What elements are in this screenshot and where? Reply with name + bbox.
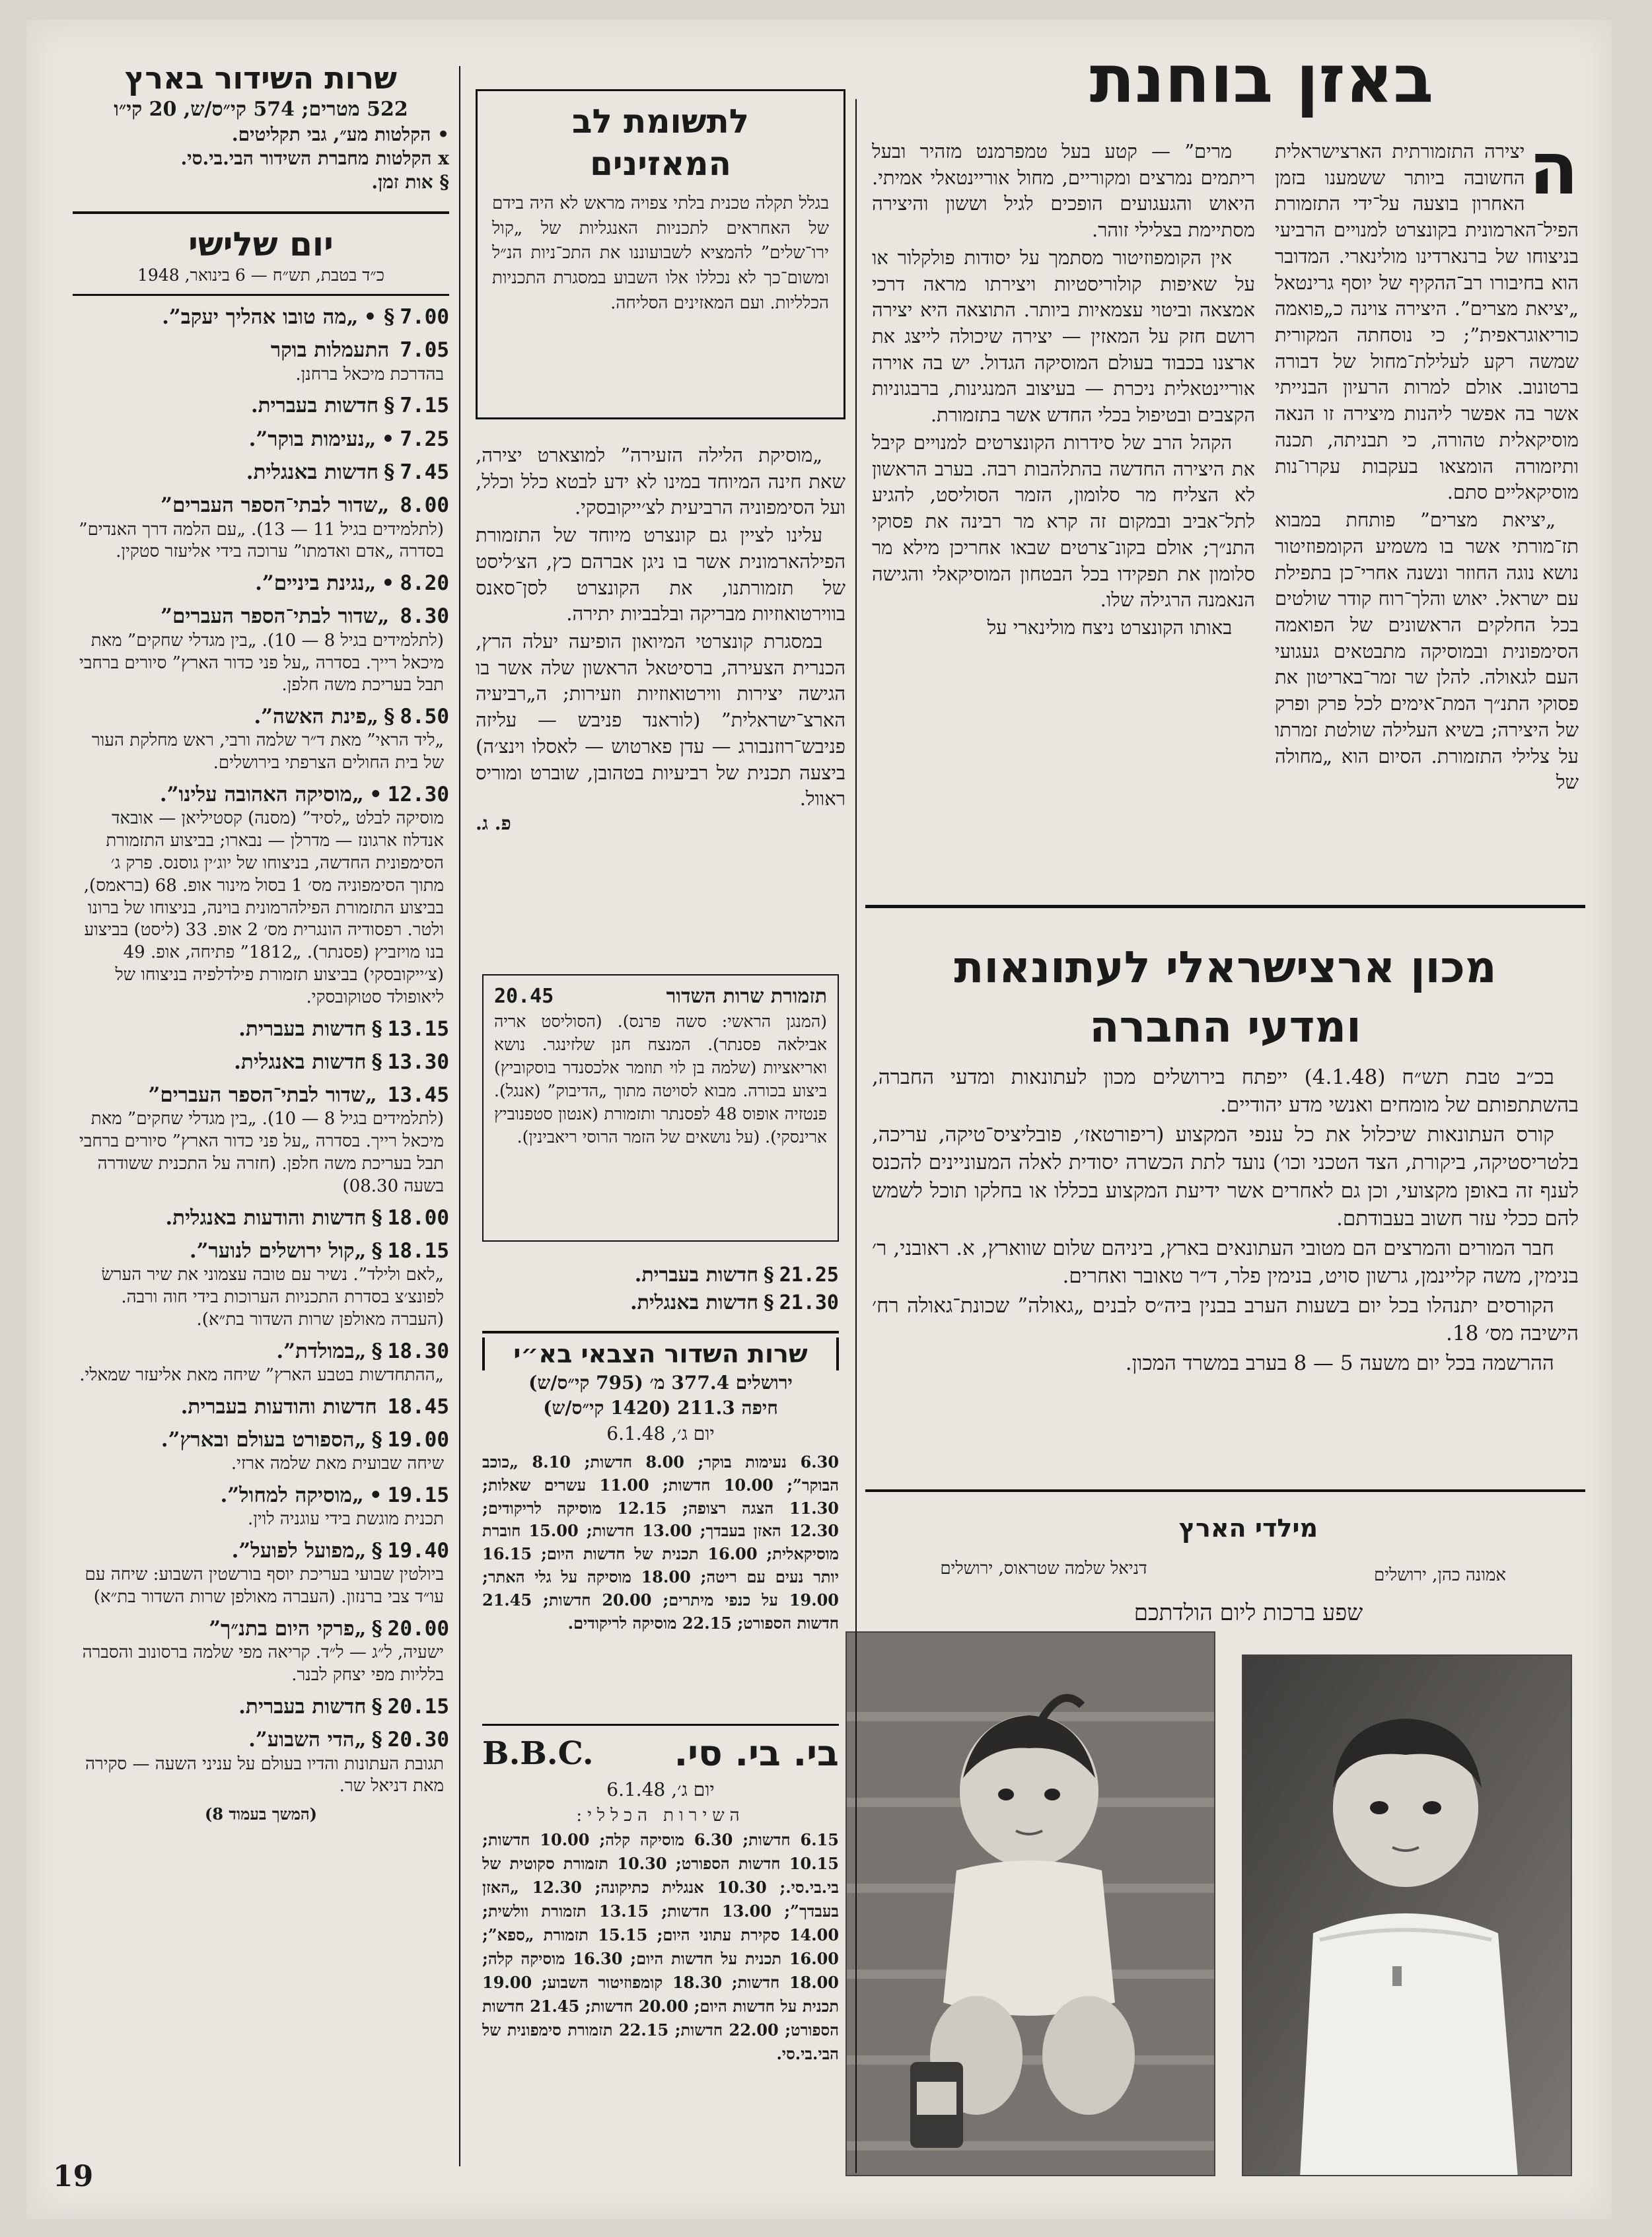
news-item <box>482 1261 839 1289</box>
schedule-title: „נגינת ביניים”. <box>255 571 377 596</box>
schedule-item <box>73 1205 449 1231</box>
schedule-title: חדשות באנגלית. <box>246 460 379 484</box>
bbc-service: השירות הכללי: <box>576 1806 745 1826</box>
orchestra-title: תזמורת שרות השדור <box>666 985 827 1008</box>
child-photo-left <box>845 1631 1215 2176</box>
army-date: יום ג׳, 6.1.48 <box>606 1423 715 1444</box>
institute-paragraph: ההרשמה בכל יום משעה 5 — 8 בערב במשרד המכון. <box>1125 1351 1554 1375</box>
news-after-list <box>482 1261 839 1321</box>
magazine-page <box>26 20 1612 2219</box>
army-title: שרות השדור הצבאי בא״י <box>482 1337 839 1370</box>
children-right-caption: אמונה כהן, ירושלים <box>1373 1565 1506 1585</box>
schedule-time: 12.30 <box>387 783 449 807</box>
main-article-paragraph: „יציאת מצרים” פותחת במבוא תז־מורתי אשר בו משמיע הקומפוזיטור נושא נוגה החוזר ונשנה אחרי־כן בתפילת עם ישראל. יאוש והלך־רוח קודר שולטים בכל החלקים הראשונים של הפואמה הסימפונית ובמוסיקה מתבטאים געגועי העם לגאולה. להלן שר זמר־באריטון את פסוקי התנ״ך המת־אימים לכל פרק ופרק של היצירה; בשיא העלילה שולטת זמרתו על צלילי התזמורת. הסיום הוא „מחולה של <box>1275 509 1579 794</box>
schedule-title: „מה טובו אהליך יעקב”. <box>162 305 359 329</box>
orchestra-box <box>482 974 839 1242</box>
schedule-title: חדשות באנגלית. <box>234 1049 367 1074</box>
broadcast-service-title: שרות השידור בארץ <box>124 60 398 96</box>
schedule-time: 8.00 <box>400 493 449 518</box>
schedule-time: 13.45 <box>387 1083 449 1108</box>
schedule-item <box>73 1693 449 1720</box>
schedule-time: 7.45 <box>400 460 449 484</box>
schedule-time: 8.50 <box>400 705 449 729</box>
schedule-title: חדשות בעברית. <box>238 1016 367 1041</box>
schedule-title: חדשות והודעות באנגלית. <box>165 1205 367 1230</box>
schedule-title: „שדור לבתי־הספר העברים” <box>161 604 390 629</box>
bbc-rule <box>482 1724 839 1726</box>
child-photo-right-image <box>1242 1656 1571 2176</box>
institute-body <box>872 1063 1579 1473</box>
schedule-time: 13.15 <box>387 1016 449 1041</box>
broadcast-service-line4: § אות זמן. <box>371 171 449 193</box>
schedule-item <box>73 304 449 330</box>
schedule-title: „נעימות בוקר”. <box>248 427 377 451</box>
schedule-time: 7.25 <box>400 427 449 451</box>
schedule-item <box>73 1538 449 1609</box>
army-section <box>482 1337 839 1721</box>
schedule-mark: § <box>371 1694 382 1719</box>
child-photo-right <box>1242 1654 1572 2176</box>
schedule-time: 20.30 <box>387 1728 449 1752</box>
schedule-description: שיחה שבועית מאת שלמה ארזי. <box>231 1454 444 1474</box>
schedule-mark: • <box>369 1483 382 1508</box>
main-article-col3 <box>476 443 845 931</box>
main-article-paragraph: הקהל הרב של סידרות הקונצרטים למנויים קיבל את היצירה החדשה בהתלהבות רבה. בערב הראשון לא הצליח מר סלומון, הזמר הסוליסט, להגיע לתל־אביב ובמקום זה קרא מר רבינה את פסוקי התנ״ך; אולם בקונ־צרטים שבאו אחריכן מילא מר סלומון את תפקידו בכל הבטחון המוסיקאלי והגישה הנאמנה הרגילה שלו. <box>872 431 1255 612</box>
schedule-item <box>73 1338 449 1387</box>
schedule-item <box>73 1394 449 1420</box>
main-article-paragraph: באותו הקונצרט ניצח מולינארי על <box>987 616 1233 639</box>
schedule-time: 7.05 <box>400 338 449 363</box>
continued-note: (המשך בעמוד 8) <box>205 1804 317 1824</box>
news-mark: § <box>763 1291 774 1314</box>
header-rule <box>73 211 449 214</box>
schedule-title: חדשות והודעות בעברית. <box>180 1394 377 1419</box>
news-mark: § <box>763 1263 774 1287</box>
schedule-mark: § <box>371 1539 382 1563</box>
schedule-item <box>73 459 449 485</box>
schedule-time: 18.45 <box>387 1394 449 1419</box>
schedule-title: „מוסיקה האהובה עלינו”. <box>159 783 364 807</box>
main-article-paragraph: „מוסיקת הלילה הזעירה” למוצארט יצירה, שאת חינה המיוחד במינו לא ידע לבטא כלל וכלל, ועל הסימפוניה הרביעית לצ׳ייקובסקי. <box>476 444 845 519</box>
main-article-paragraph: ה יצירה התזמורתית הארצישראלית החשובה ביותר ששמענו בזמן האחרון בוצעה על־ידי התזמורת הפיל־הארמונית בקונצרט למנויים הרביעי בניצוחו של ברנארדינו מולינארי. המדובר הוא בחיבורו רב־ההקיף של יוסף גרינטאל „יציאת מצרים”. היצירה צוינה כ„פואמה כוריאוגראפית”; כי נוסחתה המקורית שמשה רקע לעלילת־מחול של דבורה ברטונוב. אולם למרות הרעיון הבנייתי אשר בה אפשר ליהנות מיצירה זו הנאה מוסיקאלית טהורה, כי תבניתה, תכנה ותיזמורה הומצאו בעקבות עקרו־נות מוסיקאליים סתם. <box>1275 139 1579 504</box>
schedule-mark: § <box>371 1728 382 1752</box>
orchestra-text: (המנגן הראשי: סשה פרנס). (הסוליסט אריה אבילאה פסנתר). המנצח חנן שלזינגר. נושא ואריאציות (שלמה בן לוי תוזמר אלכסנדר בוסקוביץ) ביצוע בכורה. מבוא לסויטה מתוך „הדיבוק” (אנגל). פנטזיה אופוס 48 לפסנתר ותזמורת (אנטון סטפנוביץ ארינסקי). (על נושאים של הזמר הרוסי ריאבינין). <box>494 1012 827 1147</box>
bbc-title-latin: B.B.C. <box>482 1735 594 1772</box>
institute-title-line2: ומדעי החברה <box>1089 1001 1361 1052</box>
bbc-date: יום ג׳, 6.1.48 <box>606 1779 715 1800</box>
schedule-title: „פרקי היום בתנ״ך” <box>209 1617 367 1641</box>
institute-paragraph: הקורסים יתנהלו בכל יום בשעות הערב בבנין ביה״ס לבנים „גאולה” שכונת־גאולה רח׳ הישיבה מס׳ 18. <box>872 1293 1579 1346</box>
schedule-description: „ליד הראי” מאת ד״ר שלמה ורבי, ראש מחלקת העור של בית החולים הצרפתי בירושלים. <box>91 730 444 773</box>
schedule-title: התעמלות בוקר <box>270 338 390 363</box>
broadcast-header <box>73 59 449 211</box>
schedule-title: „הספורט בעולם ובארץ”. <box>161 1427 367 1452</box>
main-article-paragraph: אין הקומפוזיטור מסתמך על יסודות פולקלור או על שאיפות קולוריסטיות ויצירתו מראה דרכי אמצאה וביטוי עצמאיות ביותר. התוצאה היא יצירה רושם חזק על המאזין — יצירה שיכולה לייצג את ארצנו בכבוד בעולם המוסיקה הגדול. יש בה אוירה אוריינטאלית ניכרת — בעיצוב המנגינות, ברבגוניות הקצבים ובטיפול בכלי החדש אשר בתזמורת. <box>872 246 1255 427</box>
main-article-signature: פ. ג. <box>476 812 511 835</box>
news-title: חדשות בעברית. <box>634 1263 758 1287</box>
schedule-description: „לאם ולילד”. נשיר עם טובה עצמוני את שיר הערשׂ לפונצ׳צ בסדרת התכניות הערוכות בידי חוה ורבה. (העברה מאולפן שרות השדור בת״א). <box>101 1265 444 1330</box>
schedule-description: בהדרכת מיכאל ברחנן. <box>295 364 444 384</box>
schedule-item <box>73 1082 449 1197</box>
schedule-title: חדשות בעברית. <box>238 1694 367 1719</box>
children-greeting: שפע ברכות ליום הולדתכם <box>1133 1600 1363 1626</box>
schedule-title: „שדור לבתי־הספר העברים” <box>161 493 390 518</box>
schedule-mark: § <box>371 1238 382 1263</box>
section-rule <box>865 1489 1585 1492</box>
tuesday-heading: יום שלישי <box>188 225 334 264</box>
schedule-time: 7.00 <box>400 305 449 329</box>
schedule-mark: § <box>384 460 395 484</box>
notice-text: בגלל תקלה טכנית בלתי צפויה מראש לא היה בידם של האחראים לתכניות האנגליות של „קול ירו־שלים” להמציא לשבועוננו את התכ־ניות הנ״ל ומשום־כך לא נכללו אלו השבוע במסגרת התכניות הכלליות. ועם המאזינים הסליחה. <box>492 194 829 313</box>
schedule-item <box>73 392 449 419</box>
schedule-mark: § <box>371 1205 382 1230</box>
schedule-item <box>73 492 449 563</box>
schedule-title: חדשות בעברית. <box>250 394 379 418</box>
schedule-item <box>73 1726 449 1798</box>
schedule-time: 7.15 <box>400 394 449 418</box>
schedule-description: תכנית מוגשת בידי עוגניה לוין. <box>247 1509 444 1530</box>
schedule-time: 8.30 <box>400 604 449 629</box>
column-divider <box>459 66 460 2166</box>
schedule-mark: § <box>371 1617 382 1641</box>
notice-box <box>476 89 845 419</box>
schedule-time: 18.00 <box>387 1205 449 1230</box>
notice-title-line2: המאזינים <box>590 145 731 183</box>
schedule-mark: • <box>369 783 382 807</box>
schedule-time: 18.30 <box>387 1339 449 1363</box>
schedule-mark: § • <box>363 305 395 329</box>
schedule-item <box>73 1016 449 1042</box>
news-time: 21.25 <box>779 1263 839 1287</box>
institute-paragraph: קורס העתונאות שיכלול את כל ענפי המקצוע (ריפורטאז׳, פובליציס־טיקה, עריכה, בלטריסטיקה, ביקורת, הצד הטכני וכו׳) נועד לתת הכשרה יסודית לאלה המעוניינים להכנס לענף זה באופן מקצועי, וכן גם לאחרים אשר ידיעת המקצוע בכללו או בחלקו תוכל לשמש להם ככלי עזר חשוב בעבודתם. <box>872 1122 1579 1231</box>
schedule-title: „מפועל לפועל”. <box>231 1539 367 1563</box>
schedule-mark: § <box>384 394 395 418</box>
children-left-caption: דניאל שלמה שטראוס, ירושלים <box>940 1559 1147 1579</box>
schedule-item <box>73 603 449 697</box>
army-text: 6.30 נעימות בוקר; 8.00 חדשות; 8.10 „כוכב הבוקר”; 10.00 חדשות; 11.00 עשרים שאלות; 11.30 הצגה רצופה; 12.15 מוסיקה לריקודים; 12.30 האזן בעבדך; 13.00 חדשות; 15.00 חוברת מוסיקאלית; 16.00 תכנית של חדשות היום; 16.15 יותר נעים עם ריטה; 18.00 מוסיקה על גלי האתר; 19.00 על כנפי מיתרים; 20.00 חדשות; 21.45 חדשות הספורט; 22.15 מוסיקה לריקודים. <box>482 1452 839 1633</box>
schedule-description: ביולטין שבועי בעריכת יוסף בורשטין השבוע: שיחה עם עו״ד צבי ברנזון. (העברה מאולפן שרות השדור בת״א) <box>85 1565 444 1608</box>
schedule-item <box>73 1238 449 1332</box>
tuesday-schedule <box>73 304 449 2160</box>
schedule-title: „קול ירושלים לנוער”. <box>189 1238 367 1263</box>
main-article-title: באזן בוחנת <box>1089 40 1434 118</box>
schedule-time: 8.20 <box>400 571 449 596</box>
news-item <box>482 1289 839 1317</box>
schedule-mark: • <box>381 427 395 451</box>
news-title: חדשות באנגלית. <box>630 1291 758 1314</box>
schedule-description: (לתלמידים בגיל 8 — 10). „בין מגדלי שחקים” מאת מיכאל רייך. בסדרה „על פני כדור הארץ” סיורים ברחבי תבל בעריכת משה חלפן. <box>79 630 444 695</box>
schedule-mark: § <box>371 1427 382 1452</box>
schedule-item <box>73 1049 449 1075</box>
child-photo-left-image <box>845 1633 1214 2176</box>
news-time: 21.30 <box>779 1291 839 1314</box>
main-article-col2 <box>872 139 1255 898</box>
tuesday-date: כ״ד בטבת, תש״ח — 6 בינואר, 1948 <box>137 266 384 285</box>
army-rule-top <box>482 1331 839 1333</box>
schedule-item <box>73 337 449 386</box>
schedule-item <box>73 426 449 452</box>
bbc-section <box>482 1730 839 2186</box>
bbc-title-hebrew: בי. בי. סי. <box>674 1732 839 1774</box>
schedule-title: „שדור לבתי־הספר העברים” <box>148 1083 377 1108</box>
schedule-description: „ההתחדשות בטבע הארץ” שיחה מאת אליעזר שמאלי. <box>79 1365 444 1385</box>
date-rule <box>73 294 449 296</box>
schedule-description: (לתלמידים בגיל 8 — 10). „בין מגדלי שחקים” מאת מיכאל רייך. בסדרה „על פני כדור הארץ” סיורים ברחבי תבל בעריכת משה חלפן. (חזרה על התכנית ששודרה בשעה 08.30) <box>79 1109 444 1196</box>
section-rule <box>865 905 1585 908</box>
schedule-mark: § <box>371 1339 382 1363</box>
schedule-item <box>73 1616 449 1687</box>
schedule-item <box>73 570 449 596</box>
schedule-time: 18.15 <box>387 1238 449 1263</box>
broadcast-service-line2: • הקלטות מע״, גבי תקליטים. <box>231 124 449 145</box>
drop-cap: ה <box>1528 139 1579 211</box>
army-line2: חיפה 211.3 (1420 קי״ס/ש) <box>543 1397 778 1419</box>
schedule-title: „הדי השבוע”. <box>248 1728 367 1752</box>
broadcast-service-line1: 522 מטרים; 574 קי״ס/ש, 20 קי״ו <box>114 98 408 121</box>
schedule-time: 19.40 <box>387 1539 449 1563</box>
schedule-item <box>73 703 449 775</box>
main-article-paragraph: מרים” — קטע בעל טמפרמנט מזהיר ובעל ריתמים נמרצים ומקוריים, מחול אוריינטאלי אמיתי. היאוש והגעגועים הופכים לגיל וששון והיצירה מסתיימת בצלילי זוהר. <box>872 140 1255 242</box>
schedule-time: 19.15 <box>387 1483 449 1508</box>
schedule-item <box>73 1427 449 1475</box>
schedule-mark: § <box>371 1049 382 1074</box>
broadcast-service-line3: x הקלטות מחברת השידור הבי.בי.סי. <box>180 147 449 169</box>
schedule-time: 20.00 <box>387 1617 449 1641</box>
schedule-title: „פינת האשה”. <box>254 705 379 729</box>
schedule-time: 20.15 <box>387 1694 449 1719</box>
schedule-time: 19.00 <box>387 1427 449 1452</box>
main-article-paragraph: במסגרת קונצרטי המיואון הופיעה יעלה הרץ, הכנרית הצעירה, ברסיטאל הראשון שלה אשר בו הגישה יצירות ווירטואוזיות וזעירות; ה„רביעיה הארצ־ישראלית” (לוראנד פניבש — עליזה פניבש־רוזנבורג — עדן פארטוש — לאסלו וינצ׳ה) ביצעה תכנית של רביעיות בטהובן, שוברט ומוריס ראוול. <box>476 630 845 810</box>
institute-paragraph: חבר המורים והמרצים הם מטובי העתונאים בארץ, ביניהם שלום שווארץ, א. ראובני, ר׳ בנימין, משה קליינמן, גרשון סויט, בנימין פלר, ד״ר טאובר ואחרים. <box>872 1236 1579 1289</box>
schedule-description: ישעיה, ל״ג — ל״ד. קריאה מפי שלמה ברסונוב והסברה בלליות מפי יצחק לבנר. <box>82 1643 444 1686</box>
schedule-description: תגובת העתונות והדיו בעולם על עניני השעה — סקירה מאת דניאל שר. <box>85 1754 444 1796</box>
schedule-mark: • <box>381 571 395 596</box>
institute-title-line1: מכון ארצישראלי לעתונאות <box>954 942 1497 993</box>
notice-title-line1: לתשומת לב <box>572 102 749 141</box>
page-number: 19 <box>53 2160 94 2193</box>
institute-paragraph: בכ״ב טבת תש״ח (4.1.48) ייפתח בירושלים מכון לעתונאות ומדעי החברה, בהשתתפותם של מומחים ואנשי מדע יהודיים. <box>872 1065 1579 1118</box>
schedule-mark: § <box>384 705 395 729</box>
schedule-title: „מוסיקה למחול”. <box>220 1483 364 1508</box>
children-title: מילדי הארץ <box>1178 1514 1318 1543</box>
main-article-col1 <box>1275 139 1579 898</box>
schedule-item <box>73 1482 449 1531</box>
schedule-title: „במולדת”. <box>276 1339 367 1363</box>
schedule-description: (לתלמידים בגיל 11 — 13). „עם הלמה דרך האנדים” בסדרה „אדם ואדמתו” ערוכה בידי אליעזר סטקין. <box>79 519 444 562</box>
schedule-description: מוסיקה לבלט „לסיד” (מסנה) קסטיליאן — אובאד אנדלוז ארגונז — מדרלן — נבארו; בביצוע התזמורת הסימפונית החדשה, בניצוחו של יוג׳ין גוסנס. פרק ג׳ מתוך הסימפוניה מס׳ 1 בסול מינור אופ. 68 (בראמס), בביצוע התזמורת הפילהרמונית בוינה, בניצוחו של ברונו ולטר. רפסודיה הונגרית מס׳ 2 אופ. 33 (ליסט) בביצוע בנו מויזביץ (פסנתר). „1812” פתיחה, אופ. 49 (צ׳ייקובסקי) בביצוע תזמורת פילדלפיה בניצוחו של ליאופולד סטוקובסקי. <box>83 808 444 1007</box>
bbc-text: 6.15 חדשות; 6.30 מוסיקה קלה; 10.00 חדשות; 10.15 חדשות הספורט; 10.30 תזמורת סקוטית של בי.בי.סי.; 10.30 אנגלית כתיקונה; 12.30 „האזן בעבדך”; 13.00 חדשות; 13.15 תזמורת וולשית; 14.00 סקירת עתוני היום; 15.15 תזמורת „ספא”; 16.00 תכנית על חדשות היום; 16.30 מוסיקה קלה; 18.00 חדשות; 18.30 קומפוזיטור השבוע; 19.00 תכנית על חדשות היום; 20.00 חדשות; 21.45 חדשות הספורט; 22.00 חדשות; 22.15 תזמורת סימפונית של הבי.בי.סי. <box>482 1830 839 2063</box>
column-divider <box>855 99 857 2173</box>
schedule-time: 13.30 <box>387 1049 449 1074</box>
army-line1: ירושלים 377.4 מ׳ (795 קי״ס/ש) <box>528 1372 793 1394</box>
main-article-paragraph: עלינו לציין גם קונצרט מיוחד של התזמורת הפילהארמונית אשר בו ניגן אברהם כץ, הצ׳ליסט של תזמורתנו, את הקונצרט לסן־סאנס בווירטואוזיות מבריקה ובלבביות יתירה. <box>476 524 845 625</box>
orchestra-time: 20.45 <box>494 985 554 1008</box>
schedule-item <box>73 781 449 1009</box>
schedule-mark: § <box>371 1016 382 1041</box>
